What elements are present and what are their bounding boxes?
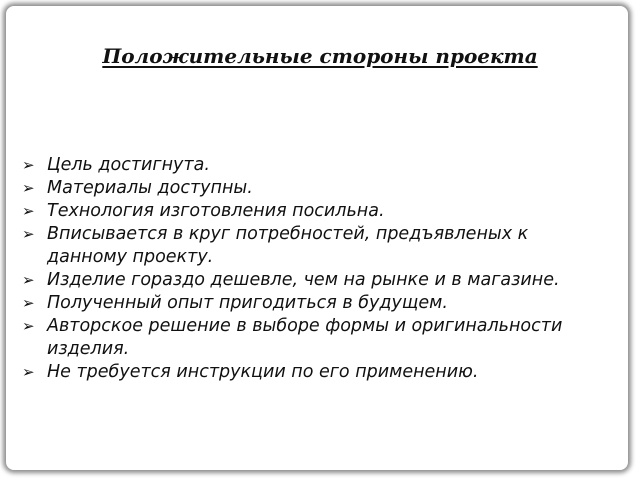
arrow-bullet-icon: ➢	[22, 363, 35, 381]
bullet-text: Цель достигнута.	[47, 155, 210, 175]
bullet-list	[20, 154, 600, 384]
bullet-text: Авторское решение в выборе формы и оригинальности изделия.	[47, 316, 563, 359]
list-item	[20, 269, 600, 292]
bullet-text: Не требуется инструкции по его применению.	[47, 362, 479, 382]
bullet-text: Вписывается в круг потребностей, предъявленых к данному проекту.	[47, 224, 529, 267]
arrow-bullet-icon: ➢	[22, 202, 35, 220]
arrow-bullet-icon: ➢	[22, 294, 35, 312]
arrow-bullet-icon: ➢	[22, 317, 35, 335]
arrow-bullet-icon: ➢	[22, 179, 35, 197]
bullet-text: Полученный опыт пригодиться в будущем.	[47, 293, 448, 313]
list-item	[20, 315, 600, 361]
slide-title: Положительные стороны проекта	[102, 44, 538, 68]
arrow-bullet-icon: ➢	[22, 156, 35, 174]
arrow-bullet-icon: ➢	[22, 271, 35, 289]
bullet-text: Технология изготовления посильна.	[47, 201, 385, 221]
list-item	[20, 361, 600, 384]
list-item	[20, 177, 600, 200]
bullet-text: Материалы доступны.	[47, 178, 253, 198]
arrow-bullet-icon: ➢	[22, 225, 35, 243]
list-item	[20, 292, 600, 315]
list-item	[20, 154, 600, 177]
bullet-text: Изделие гораздо дешевле, чем на рынке и в магазине.	[47, 270, 560, 290]
list-item	[20, 223, 600, 269]
list-item	[20, 200, 600, 223]
